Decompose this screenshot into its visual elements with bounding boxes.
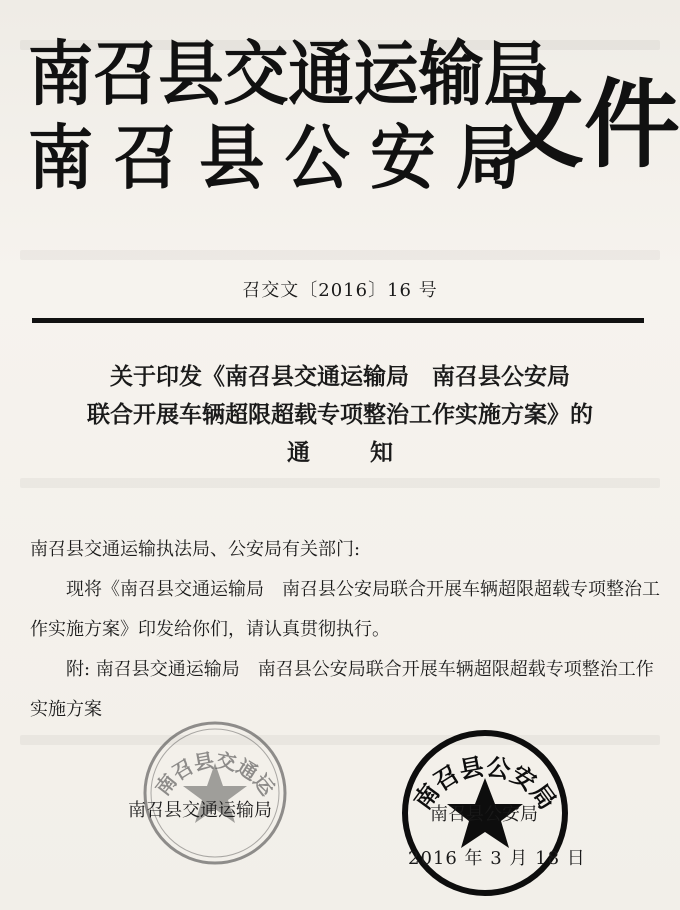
document-number: 召交文〔2016〕16 号	[242, 280, 438, 301]
notice-title	[30, 358, 650, 472]
bleed-through-line	[20, 735, 660, 745]
issuer-line-1: 南召县交通运输局	[28, 33, 549, 115]
notice-body	[30, 530, 662, 730]
issuer-line-2: 南召县公安局	[28, 117, 542, 199]
document-type-label: 文件	[488, 69, 680, 181]
notice-title-line-2: 联合开展车辆超限超载专项整治工作实施方案》的	[87, 401, 593, 428]
notice-title-line-3: 通知	[287, 439, 453, 466]
issue-date: 2016 年 3 月 18 日	[408, 848, 586, 869]
notice-title-line-1: 关于印发《南召县交通运输局 南召县公安局	[110, 363, 570, 390]
bleed-through-line	[20, 250, 660, 260]
header-divider	[32, 318, 644, 323]
svg-text:南召县公安局: 南召县公安局	[408, 752, 562, 815]
signature-public-security-bureau: 南召县公安局	[430, 804, 538, 825]
document-header	[28, 32, 549, 200]
bleed-through-line	[20, 478, 660, 488]
attachment-line: 附: 南召县交通运输局 南召县公安局联合开展车辆超限超载专项整治工作实施方案	[30, 659, 654, 720]
body-paragraph: 现将《南召县交通运输局 南召县公安局联合开展车辆超限超载专项整治工作实施方案》印发给你们，请认真贯彻执行。	[30, 579, 660, 640]
svg-text:南召县交通运: 南召县交通运	[150, 748, 280, 800]
left-official-seal	[140, 718, 290, 868]
addressee: 南召县交通运输执法局、公安局有关部门:	[30, 539, 361, 560]
signature-transport-bureau: 南召县交通运输局	[128, 800, 272, 821]
